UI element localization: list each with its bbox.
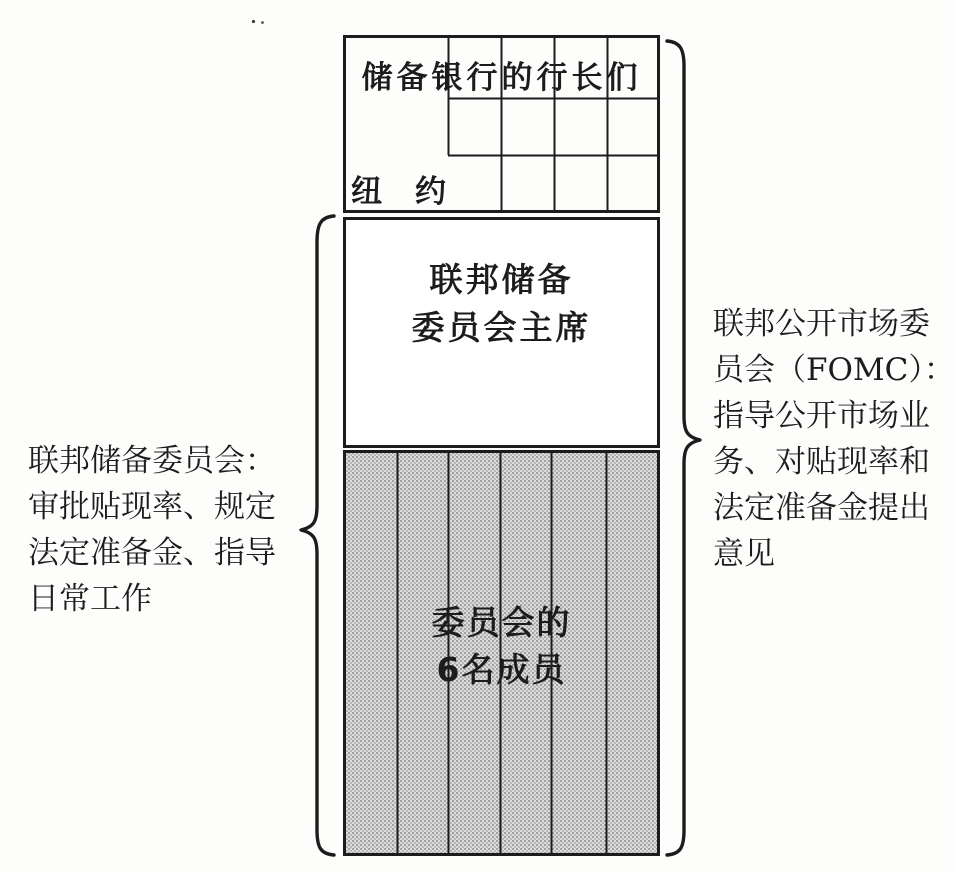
right-brace (667, 41, 700, 855)
chairman-label (343, 256, 660, 352)
members-label (343, 599, 660, 693)
fomc-annotation-line6: 意见 (713, 536, 775, 572)
fomc-annotation-line1: 联邦公开市场委 (713, 306, 930, 342)
fomc-annotation-line2: 员会（FOMC）： (713, 352, 955, 388)
print-speck (252, 20, 255, 23)
fomc-annotation (713, 301, 955, 577)
print-speck (261, 21, 264, 24)
fomc-annotation-line3: 指导公开市场业 (713, 398, 930, 434)
fomc-annotation-line5: 法定准备金提出 (713, 490, 930, 526)
chairman-label-line1: 联邦储备 (429, 260, 574, 299)
board-annotation (28, 438, 276, 622)
board-annotation-line4: 日常工作 (28, 581, 152, 617)
chairman-label-line2: 委员会主席 (411, 308, 592, 347)
new-york-cell-label: 纽 约 (351, 174, 447, 210)
reserve-banks-title: 储备银行的行长们 (361, 60, 642, 96)
fomc-annotation-line4: 务、对贴现率和 (713, 444, 930, 480)
board-annotation-line1: 联邦储备委员会： (28, 443, 276, 479)
board-annotation-line2: 审批贴现率、规定 (28, 489, 276, 525)
members-label-line2: 6名成员 (436, 650, 567, 689)
members-label-line1: 委员会的 (431, 603, 572, 642)
board-annotation-line3: 法定准备金、指导 (28, 535, 276, 571)
left-brace (301, 216, 334, 855)
